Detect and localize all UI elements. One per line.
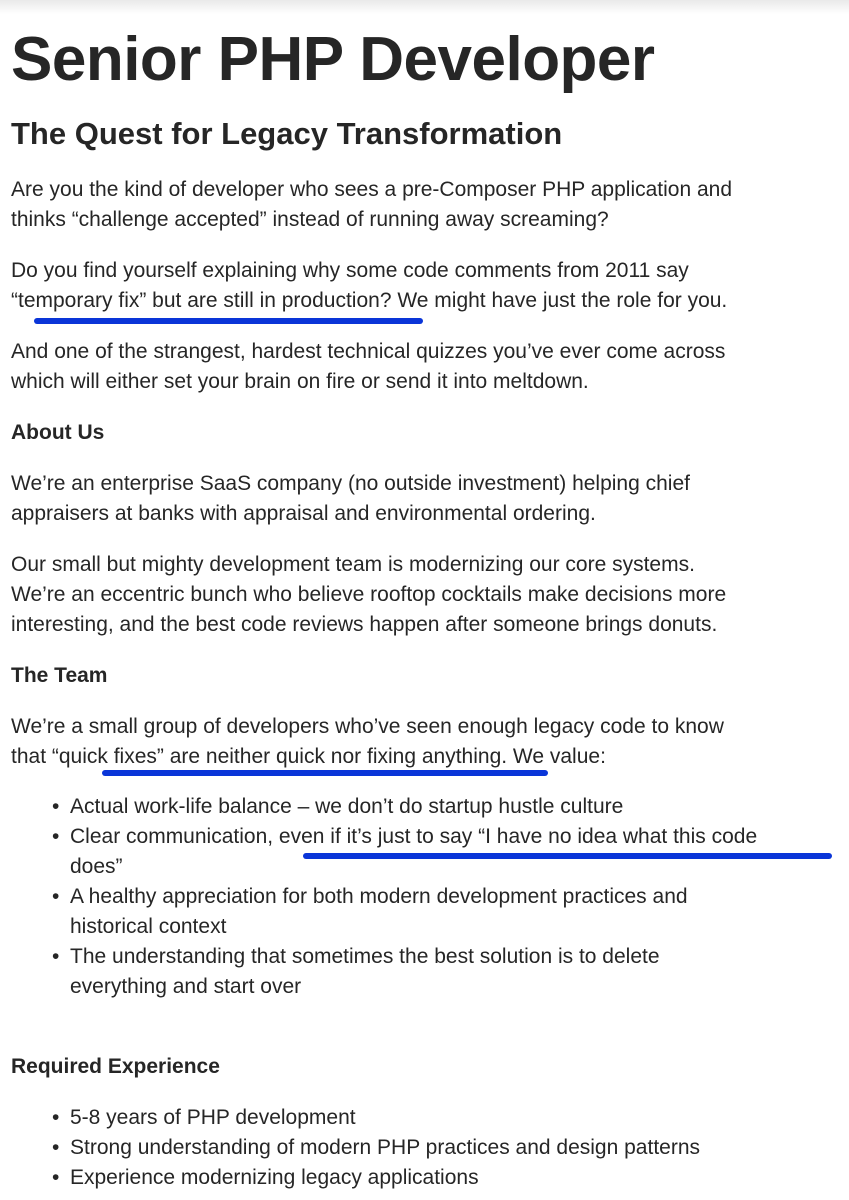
text-line: And one of the strangest, hardest technical quizzes you’ve ever come across bbox=[11, 340, 726, 363]
list-item bbox=[11, 822, 841, 882]
text-line: Are you the kind of developer who sees a pre-Composer PHP application and bbox=[11, 178, 733, 201]
job-subtitle: The Quest for Legacy Transformation bbox=[11, 116, 563, 151]
text-line: “temporary fix” but are still in production? We might have just the role for you. bbox=[11, 289, 728, 312]
text-line: The understanding that sometimes the best solution is to delete bbox=[70, 945, 660, 968]
highlight-underline bbox=[34, 318, 423, 324]
list-item bbox=[11, 882, 841, 942]
about-paragraph-2 bbox=[11, 550, 841, 640]
text-line: Actual work-life balance – we don’t do startup hustle culture bbox=[70, 795, 624, 818]
about-heading: About Us bbox=[11, 421, 105, 444]
team-heading: The Team bbox=[11, 664, 108, 687]
list-item bbox=[11, 1103, 841, 1133]
text-line: Clear communication, even if it’s just to say “I have no idea what this code bbox=[70, 825, 758, 848]
text-line: A healthy appreciation for both modern development practices and bbox=[70, 885, 688, 908]
highlight-underline bbox=[303, 853, 832, 859]
intro-paragraph-2 bbox=[11, 256, 841, 316]
intro-paragraph-1 bbox=[11, 175, 841, 235]
list-item bbox=[11, 1133, 841, 1163]
text-line: Our small but mighty development team is modernizing our core systems. bbox=[11, 553, 695, 576]
text-line: everything and start over bbox=[70, 975, 302, 998]
experience-heading: Required Experience bbox=[11, 1055, 220, 1078]
experience-list bbox=[11, 1103, 841, 1193]
highlight-underline bbox=[102, 770, 548, 776]
text-line: We’re an eccentric bunch who believe rooftop cocktails make decisions more bbox=[11, 583, 727, 606]
bullet-icon: • bbox=[52, 885, 60, 908]
about-paragraph-1 bbox=[11, 469, 841, 529]
top-edge-shadow bbox=[0, 0, 849, 14]
bullet-icon: • bbox=[52, 1136, 60, 1159]
bullet-icon: • bbox=[52, 1106, 60, 1129]
text-line: does” bbox=[70, 855, 123, 878]
bullet-icon: • bbox=[52, 1166, 60, 1189]
text-line: We’re a small group of developers who’ve seen enough legacy code to know bbox=[11, 715, 724, 738]
text-line: that “quick fixes” are neither quick nor fixing anything. We value: bbox=[11, 745, 606, 768]
text-line: We’re an enterprise SaaS company (no outside investment) helping chief bbox=[11, 472, 690, 495]
text-line: appraisers at banks with appraisal and environmental ordering. bbox=[11, 502, 596, 525]
text-line: Strong understanding of modern PHP practices and design patterns bbox=[70, 1136, 700, 1159]
text-line: Experience modernizing legacy applications bbox=[70, 1166, 479, 1189]
bullet-icon: • bbox=[52, 795, 60, 818]
team-paragraph bbox=[11, 712, 841, 772]
text-line: Do you find yourself explaining why some code comments from 2011 say bbox=[11, 259, 689, 282]
bullet-icon: • bbox=[52, 945, 60, 968]
intro-paragraph-3 bbox=[11, 337, 841, 397]
text-line: interesting, and the best code reviews happen after someone brings donuts. bbox=[11, 613, 718, 636]
text-line: which will either set your brain on fire or send it into meltdown. bbox=[11, 370, 589, 393]
bullet-icon: • bbox=[52, 825, 60, 848]
text-line: 5-8 years of PHP development bbox=[70, 1106, 356, 1129]
list-item bbox=[11, 1163, 841, 1193]
text-line: historical context bbox=[70, 915, 227, 938]
job-title: Senior PHP Developer bbox=[11, 25, 655, 94]
team-values-list bbox=[11, 792, 841, 1002]
list-item bbox=[11, 792, 841, 822]
text-line: thinks “challenge accepted” instead of running away screaming? bbox=[11, 208, 609, 231]
list-item bbox=[11, 942, 841, 1002]
